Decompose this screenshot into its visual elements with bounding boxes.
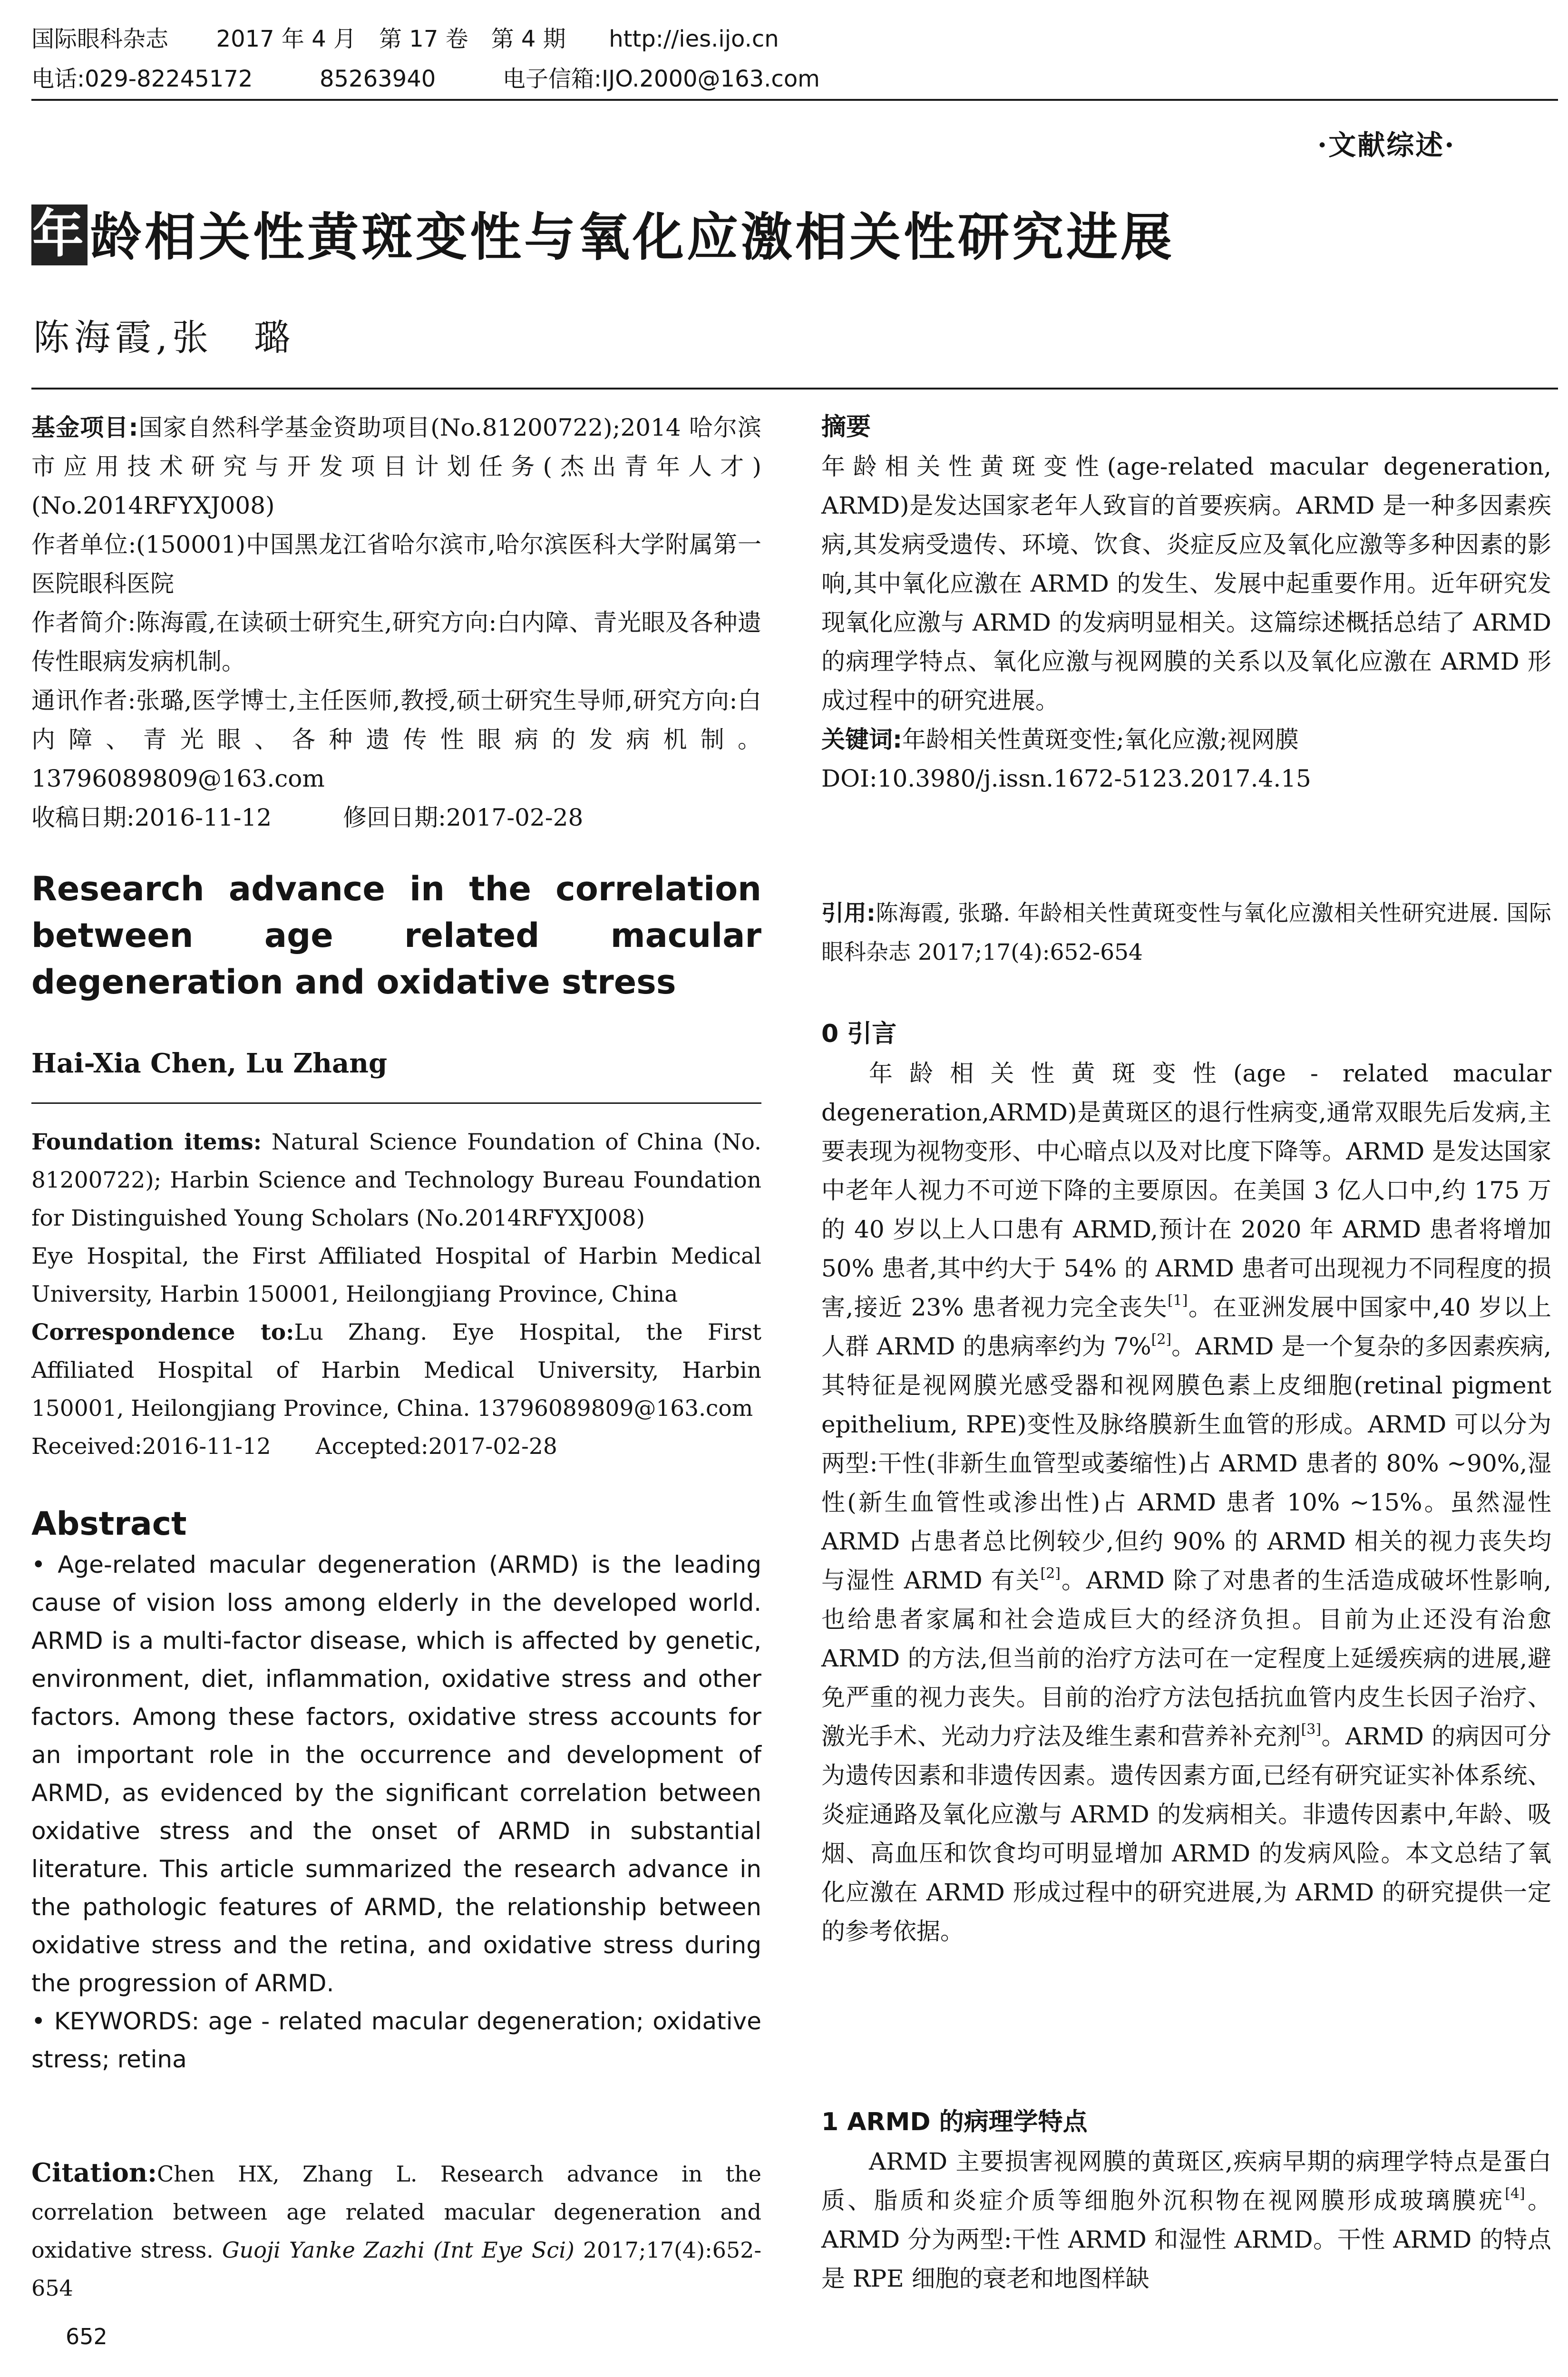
sec0-text-a: 年龄相关性黄斑变性(age - related macular degeneration,ARMD)是黄斑区的退行性病变,通常双眼先后发病,主要表现为视物变形、中心暗点以及对比度下降等。ARMD 是发达国家中老年人视力不可逆下降的主要原因。在美国 3 亿人口中,约 175 万的 40 岁以上人口患有 ARMD,预计在 2020 年 ARMD 患者将增加 50% 患者,其中约大于 54% 的 ARMD 患者可出现视力不同程度的损害,接近 23% 患者视力完全丧失 [821,1060,1551,1321]
doi: DOI:10.3980/j.issn.1672-5123.2017.4.15 [821,765,1311,792]
section-1-heading: 1 ARMD 的病理学特点 [821,2108,1088,2136]
title-text: 龄相关性黄斑变性与氧化应激相关性研究进展 [90,208,1175,267]
section-0-heading: 0 引言 [821,1020,897,1048]
ref-1[interactable]: [1] [1167,1292,1188,1309]
phone-2: 85263940 [319,66,436,92]
citation-cn [821,894,1551,972]
title-dropcap: 年 [31,205,88,265]
keywords-cn: 年龄相关性黄斑变性;氧化应激;视网膜 [902,726,1299,753]
journal-contact [31,65,820,93]
keywords-en: • KEYWORDS: age - related macular degeneration; oxidative stress; retina [31,2007,761,2073]
ref-3[interactable]: [3] [1301,1721,1322,1738]
citation-volume: 2017;17(4):652-654 [31,2237,761,2301]
journal-url[interactable]: http://ies.ijo.cn [609,26,779,52]
ref-2b[interactable]: [2] [1040,1565,1061,1582]
sec0-text-c: 。ARMD 是一个复杂的多因素疾病,其特征是视网膜光感受器和视网膜色素上皮细胞(retinal pigment epithelium, RPE)变性及脉络膜新生血管的形成。ARMD 可以分为两型:干性(非新生血管型或萎缩性)占 ARMD 患者的 80% ~90%,湿性(新生血管性或渗出性)占 ARMD 患者 10% ~15%。虽然湿性 ARMD 占患者总比例较少,但约 90% 的 ARMD 相关的视力丧失均与湿性 ARMD 有关 [821,1333,1551,1594]
fund-label: 基金项目: [31,414,138,441]
sec0-text-e: 。ARMD 的病因可分为遗传因素和非遗传因素。遗传因素方面,已经有研究证实补体系统、炎症通路及氧化应激与 ARMD 的发病相关。非遗传因素中,年龄、吸烟、高血压和饮食均可明显增加 ARMD 的发病风险。本文总结了氧化应激在 ARMD 形成过程中的研究进展,为 ARMD 的研究提供一定的参考依据。 [821,1723,1552,1945]
abstract-cn [821,447,1551,798]
correspondence-label: Correspondence to: [31,1319,294,1345]
journal-name: 国际眼科杂志 [31,26,169,52]
title-rule [31,388,1558,390]
citation-text-cn: 陈海霞, 张璐. 年龄相关性黄斑变性与氧化应激相关性研究进展. 国际眼科杂志 2017;17(4):652-654 [821,900,1552,965]
foundation-label: Foundation items: [31,1129,262,1155]
foundation-text: Natural Science Foundation of China (No. 81200722); Harbin Science and Technology Bureau Foundation for Distinguished Young Scholars (No.2014RFYXJ008) [31,1129,761,1231]
ref-2[interactable]: [2] [1151,1331,1172,1348]
left-cn-info [31,408,761,837]
citation-journal: Guoji Yanke Zazhi (Int Eye Sci) [222,2237,575,2263]
corresponding-author: 通讯作者:张璐,医学博士,主任医师,教授,硕士研究生导师,研究方向:白内障、青光眼、各种遗传性眼病的发病机制。13796089809@163.com [31,687,761,792]
citation-text: Chen HX, Zhang L. Research advance in the correlation between age related macular degeneration and oxidative stress. [31,2161,761,2263]
dates-en: Received:2016-11-12 Accepted:2017-02-28 [31,1433,557,1460]
fund-text: 国家自然科学基金资助项目(No.81200722);2014 哈尔滨市应用技术研究与开发项目计划任务(杰出青年人才)(No.2014RFYXJ008) [31,414,762,519]
dates-cn: 收稿日期:2016-11-12 修回日期:2017-02-28 [31,804,584,831]
ref-4[interactable]: [4] [1505,2185,1525,2202]
english-front-matter [31,1123,761,1466]
en-rule [31,1102,761,1104]
header-rule [31,99,1558,101]
paper-title [31,205,1553,271]
abstract-body-en [31,1546,761,2078]
email[interactable]: 电子信箱:IJO.2000@163.com [502,66,820,92]
sec0-text-d: 。ARMD 除了对患者的生活造成破坏性影响,也给患者家属和社会造成巨大的经济负担。目前为止还没有治愈 ARMD 的方法,但当前的治疗方法可在一定程度上延缓疾病的进展,避免严重的视力丧失。目前的治疗方法包括抗血管内皮生长因子治疗、激光手术、光动力疗法及维生素和营养补充剂 [821,1567,1552,1750]
section-0-body [821,1054,1551,1951]
sec1-text-a: ARMD 主要损害视网膜的黄斑区,疾病早期的病理学特点是蛋白质、脂质和炎症介质等细胞外沉积物在视网膜形成玻璃膜疣 [821,2148,1551,2214]
authors-cn: 陈海霞,张 璐 [33,316,295,359]
journal-header [31,25,779,53]
abstract-text-en: • Age-related macular degeneration (ARMD) is the leading cause of vision loss among elderly in the developed world. ARMD is a multi-factor disease, which is affected by genetic, environment, diet, inflammation, oxidative stress and other factors. Among these factors, oxidative stress accounts for an important role in the occurrence and development of ARMD, as evidenced by the significant correlation between oxidative stress and the onset of ARMD in substantial literature. This article summarized the research advance in the pathologic features of ARMD, the relationship between oxidative stress and the retina, and oxidative stress during the progression of ARMD. [31,1551,761,1997]
affiliation: Eye Hospital, the First Affiliated Hospital of Harbin Medical University, Harbin 150001, Heilongjiang Province, China [31,1243,761,1307]
english-authors: Hai-Xia Chen, Lu Zhang [31,1048,388,1079]
correspondence-text: Lu Zhang. Eye Hospital, the First Affiliated Hospital of Harbin Medical University, Harbin 150001, Heilongjiang Province, China. 13796089809@163.com [31,1319,761,1422]
abstract-heading-cn: 摘要 [821,413,871,441]
phone: 电话:029-82245172 [31,66,253,92]
author-bio: 作者简介:陈海霞,在读硕士研究生,研究方向:白内障、青光眼及各种遗传性眼病发病机制。 [31,609,761,675]
section-1-body [821,2142,1551,2298]
abstract-heading-en: Abstract [31,1505,187,1543]
issue-info: 2017 年 4 月 第 17 卷 第 4 期 [216,26,566,52]
section-tag: ·文献综述· [1317,129,1456,161]
author-unit: 作者单位:(150001)中国黑龙江省哈尔滨市,哈尔滨医科大学附属第一医院眼科医院 [31,531,761,597]
citation-label-cn: 引用: [821,900,876,926]
sec1-text-b: 。ARMD 分为两型:干性 ARMD 和湿性 ARMD。干性 ARMD 的特点是 RPE 细胞的衰老和地图样缺 [821,2187,1552,2292]
abstract-text-cn: 年龄相关性黄斑变性(age-related macular degeneration, ARMD)是发达国家老年人致盲的首要疾病。ARMD 是一种多因素疾病,其发病受遗传、环境、饮食、炎症反应及氧化应激等多种因素的影响,其中氧化应激在 ARMD 的发生、发展中起重要作用。近年研究发现氧化应激与 ARMD 的发病明显相关。这篇综述概括总结了 ARMD 的病理学特点、氧化应激与视网膜的关系以及氧化应激在 ARMD 形成过程中的研究进展。 [821,453,1551,714]
citation-label: Citation: [31,2157,157,2188]
citation-en [31,2153,761,2307]
sec0-text-b: 。在亚洲发展中国家中,40 岁以上人群 ARMD 的患病率约为 7% [821,1294,1551,1360]
page-number: 652 [66,2324,107,2349]
keywords-label-cn: 关键词: [821,726,902,753]
english-title: Research advance in the correlation between age related macular degeneration and oxidative stress [31,869,761,1002]
